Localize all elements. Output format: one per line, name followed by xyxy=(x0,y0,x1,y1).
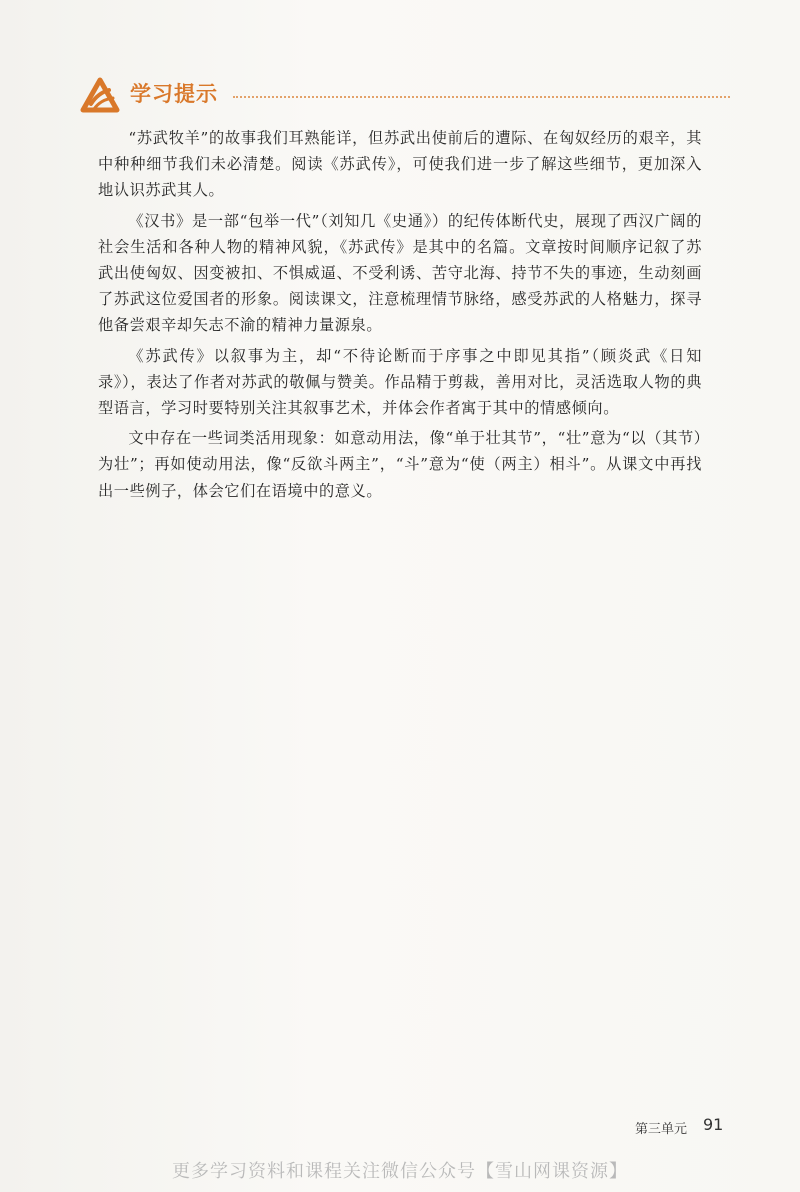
unit-label: 第三单元 xyxy=(635,1122,688,1137)
paragraph: 《苏武传》以叙事为主，却“不待论断而于序事之中即见其指”（顾炎武《日知录》），表达了作者对苏武的敬佩与赞美。作品精于剪裁，善用对比，灵活选取人物的典型语言，学习时要特别关注其叙事艺术，并体会作者寓于其中的情感倾向。 xyxy=(98,346,702,418)
watermark-text: 更多学习资料和课程关注微信公众号【雪山网课资源】 xyxy=(172,1161,628,1182)
paragraph: “苏武牧羊”的故事我们耳熟能详，但苏武出使前后的遭际、在匈奴经历的艰辛，其中种种细节我们未必清楚。阅读《苏武传》，可使我们进一步了解这些细节，更加深入地认识苏武其人。 xyxy=(98,129,702,200)
paragraph: 文中存在一些词类活用现象：如意动用法，像“单于壮其节”，“壮”意为“以（其节）为壮”；再如使动用法，像“反欲斗两主”，“斗”意为“使（两主）相斗”。从课文中再找出一些例子，体会它们在语境中的意义。 xyxy=(98,429,702,500)
paragraph: 《汉书》是一部“包举一代”（刘知几《史通》）的纪传体断代史，展现了西汉广阔的社会生活和各种人物的精神风貌，《苏武传》是其中的名篇。文章按时间顺序记叙了苏武出使匈奴、因变被扣、不惧威逼、不受利诱、苦守北海、持节不失的事迹，生动刻画了苏武这位爱国者的形象。阅读课文，注意梳理情节脉络，感受苏武的人格魅力，探寻他备尝艰辛却矢志不渝的精神力量源泉。 xyxy=(98,211,702,335)
study-tips-body xyxy=(98,125,702,508)
page-number: 91 xyxy=(703,1115,724,1134)
section-title: 学习提示 xyxy=(130,82,218,106)
header-dotted-divider xyxy=(233,96,730,98)
section-header xyxy=(80,74,740,114)
triangle-book-icon xyxy=(80,74,120,114)
